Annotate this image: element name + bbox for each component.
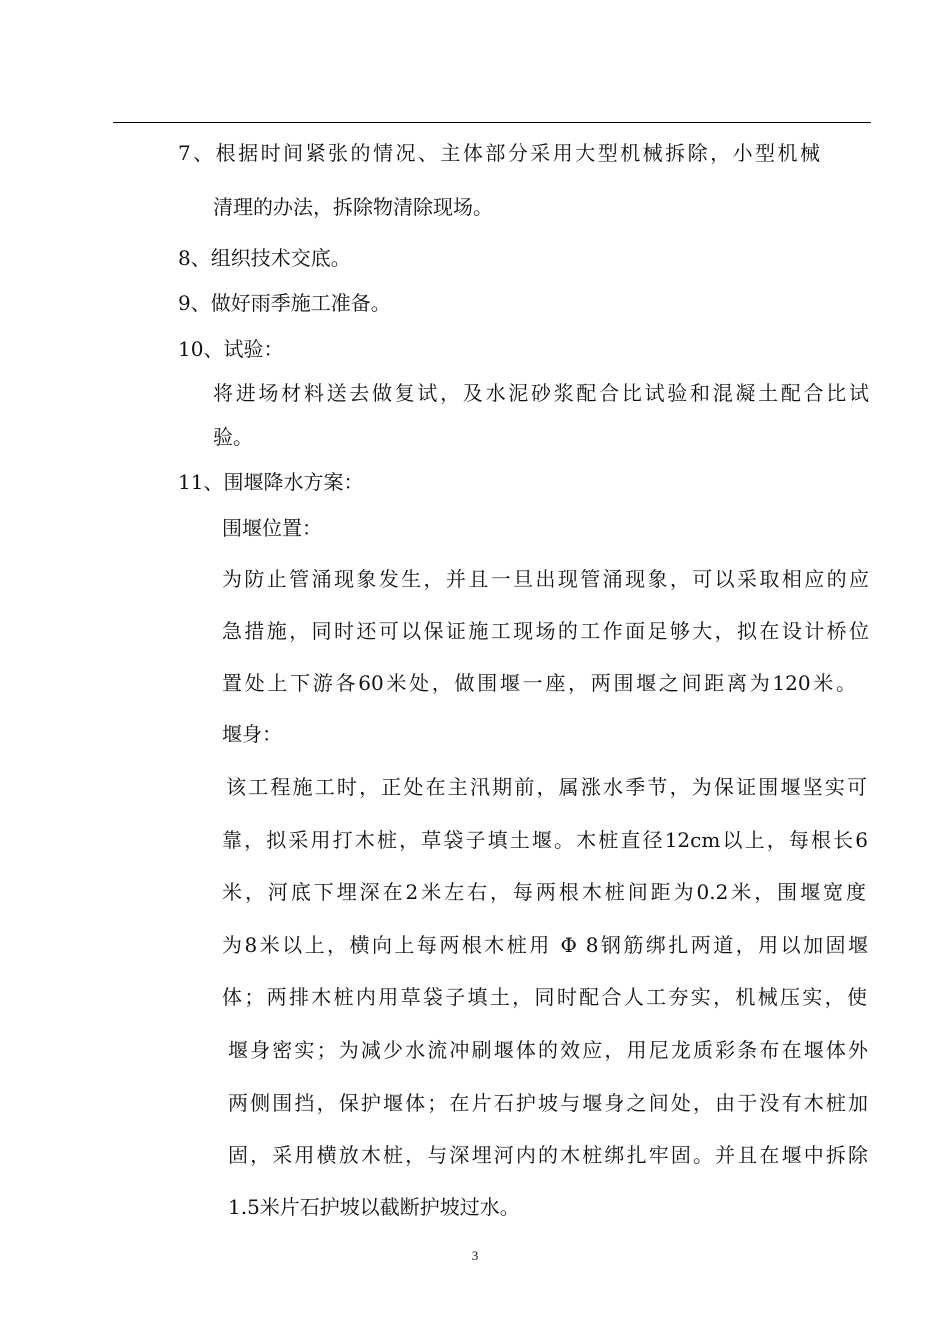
- text-line: 清理的办法，拆除物清除现场。: [213, 195, 493, 219]
- text-line: 11、围堰降水方案：: [178, 470, 364, 494]
- text-line: 固，采用横放木桩，与深埋河内的木桩绑扎牢固。并且在堰中拆除: [228, 1143, 868, 1167]
- header-rule: [113, 122, 871, 123]
- text-line: 米，河底下埋深在2米左右，每两根木桩间距为0.2米，围堰宽度: [222, 880, 866, 904]
- text-line: 该工程施工时，正处在主汛期前，属涨水季节，为保证围堰坚实可: [226, 775, 867, 799]
- text-line: 为防止管涌现象发生，并且一旦出现管涌现象，可以采取相应的应: [222, 567, 869, 591]
- text-line: 两侧围挡，保护堰体；在片石护坡与堰身之间处，由于没有木桩加: [228, 1091, 868, 1115]
- text-line: 验。: [213, 425, 253, 449]
- text-line: 置处上下游各60米处，做围堰一座，两围堰之间距离为120米。: [222, 671, 856, 695]
- text-line: 10、试验：: [178, 337, 284, 361]
- text-line: 堰身密实；为减少水流冲刷堰体的效应，用尼龙质彩条布在堰体外: [228, 1038, 868, 1062]
- text-line: 围堰位置：: [222, 516, 322, 540]
- text-line: 1.5米片石护坡以截断护坡过水。: [228, 1195, 520, 1219]
- text-line: 将进场材料送去做复试，及水泥砂浆配合比试验和混凝土配合比试: [213, 381, 869, 405]
- text-line: 9、做好雨季施工准备。: [178, 291, 391, 315]
- text-line: 靠，拟采用打木桩，草袋子填土堰。木桩直径12cm以上，每根长6: [222, 828, 868, 852]
- text-line: 7、根据时间紧张的情况、主体部分采用大型机械拆除，小型机械: [178, 141, 820, 165]
- text-line: 堰身：: [222, 722, 282, 746]
- text-line: 为8米以上，横向上每两根木桩用 Φ 8钢筋绑扎两道，用以加固堰: [222, 933, 868, 957]
- text-line: 体；两排木桩内用草袋子填土，同时配合人工夯实，机械压实，使: [222, 985, 867, 1009]
- text-line: 8、组织技术交底。: [178, 246, 351, 270]
- text-line: 急措施，同时还可以保证施工现场的工作面足够大，拟在设计桥位: [222, 619, 869, 643]
- page-number: 3: [471, 1248, 479, 1263]
